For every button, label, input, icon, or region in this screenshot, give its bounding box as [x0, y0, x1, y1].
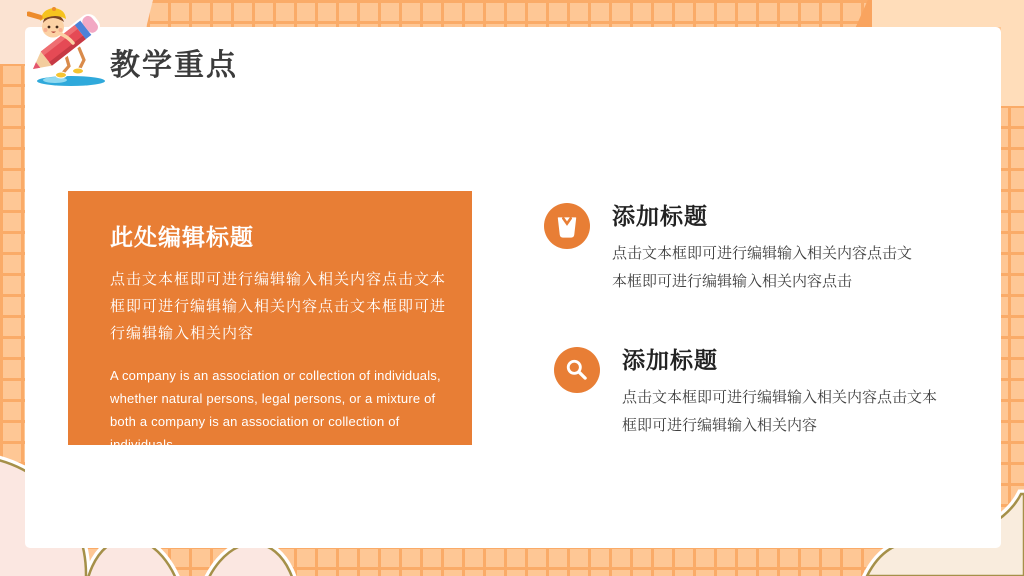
pale-column-right [1001, 0, 1024, 106]
boy-riding-pencil-mascot-icon [27, 4, 109, 88]
section-body: 点击文本框即可进行编辑输入相关内容点击文本框即可进行编辑输入相关内容 [622, 388, 938, 434]
right-section-2 [554, 347, 942, 440]
left-content-card [68, 191, 472, 452]
section-body: 点击文本框即可进行编辑输入相关内容点击文本框即可进行编辑输入相关内容点击 [612, 244, 913, 290]
card-title: 此处编辑标题 [110, 224, 254, 250]
right-section-1 [544, 203, 916, 296]
section-title: 添加标题 [612, 203, 708, 229]
card-body-english: A company is an association or collection of individuals, whether natural persons, legal persons, or a mixture of both a company is an association or collection of individuals, [110, 368, 441, 452]
page-title: 教学重点 [110, 49, 238, 82]
section-title: 添加标题 [622, 347, 718, 373]
search-icon [554, 347, 600, 393]
card-body-chinese: 点击文本框即可进行编辑输入相关内容点击文本框即可进行编辑输入相关内容点击文本框即可进行编辑输入相关内容 [110, 271, 447, 342]
shopping-bag-icon [544, 203, 590, 249]
